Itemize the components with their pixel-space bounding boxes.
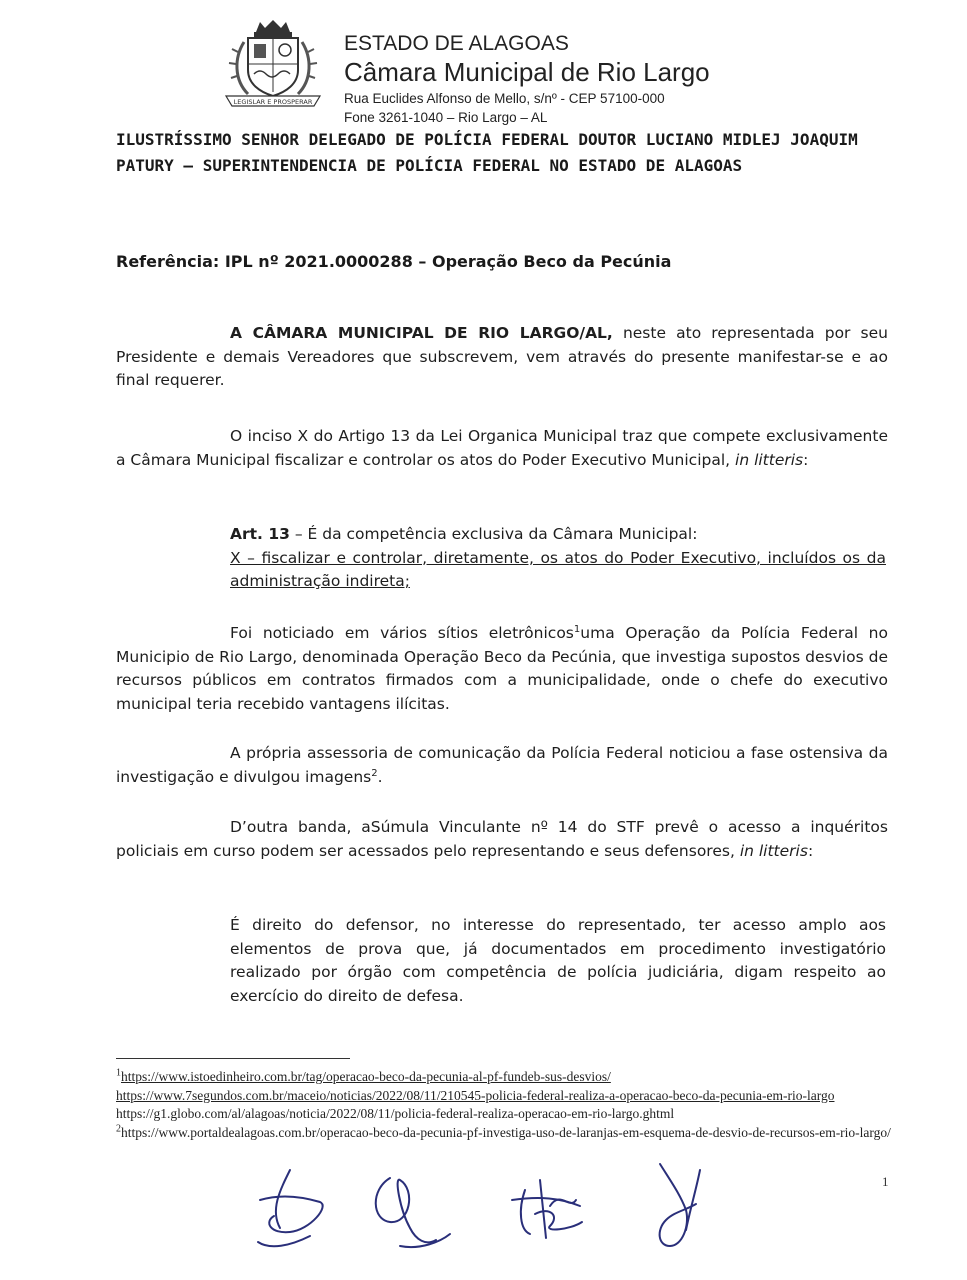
handwritten-signatures: [250, 1150, 750, 1260]
paragraph-press: A própria assessoria de comunicação da Polícia Federal noticiou a fase ostensiva da investigação e divulgou imagens$^2$.: [116, 744, 888, 786]
footnotes: [116, 1068, 891, 1142]
header-state: ESTADO DE ALAGOAS: [344, 32, 569, 55]
footnote-link[interactable]: https://www.istoedinheiro.com.br/tag/operacao-beco-da-pecunia-al-pf-fundeb-sus-desvios/: [121, 1069, 611, 1084]
footnote-ref-1: 1: [573, 623, 581, 635]
paragraph-sumula: D’outra banda, aSúmula Vinculante nº 14 do STF prevê o acesso a inquéritos policiais em curso podem ser acessados pelo representando e seus defensores, in litteris:: [116, 818, 888, 860]
quote-article-13: Art. 13 – É da competência exclusiva da Câmara Municipal: X – fiscalizar e controlar, diretamente, os atos do Poder Executivo, incluídos os da administração indireta;: [230, 523, 886, 594]
footnote-divider: [116, 1058, 350, 1059]
paragraph-article-13: O inciso X do Artigo 13 da Lei Organica Municipal traz que compete exclusivamente a Câmara Municipal fiscalizar e controlar os atos do Poder Executivo Municipal, in litteris:: [116, 427, 888, 469]
paragraph-operation: Foi noticiado em vários sítios eletrônicos$^1$uma Operação da Polícia Federal no Municipio de Rio Largo, denominada Operação Beco da Pecúnia, que investiga supostos desvios de recursos públicos em contratos firmados com a municipalidade, onde o chefe do executivo municipal teria recebido vantagens ilícitas.: [116, 623, 888, 713]
addressee: ILUSTRÍSSIMO SENHOR DELEGADO DE POLÍCIA FEDERAL DOUTOR LUCIANO MIDLEJ JOAQUIM PATURY – SUPERINTENDENCIA DE POLÍCIA FEDERAL NO ESTADO DE ALAGOAS: [116, 130, 858, 175]
header-phone: Fone 3261-1040 – Rio Largo – AL: [344, 110, 548, 125]
footnote-2: $^2$https://www.portaldealagoas.com.br/operacao-beco-da-pecunia-pf-investiga-uso-de-laranjas-em-esquema-de-desvio-de-recursos-em-rio-largo/: [116, 1123, 891, 1140]
chamber-name-bold: A CÂMARA MUNICIPAL DE RIO LARGO/AL,: [230, 324, 613, 342]
municipal-crest-logo: [218, 18, 328, 110]
footnote-link[interactable]: https://g1.globo.com/al/alagoas/noticia/2022/08/11/policia-federal-realiza-operacao-em-rio-largo.ghtml: [116, 1106, 675, 1121]
crest-motto: LEGISLAR E PROSPERAR: [233, 98, 313, 106]
quote-sumula-14: É direito do defensor, no interesse do representado, ter acesso amplo aos elementos de prova que, já documentados em procedimento investigatório realizado por órgão com competência de polícia judiciária, digam respeito ao exercício do direito de defesa.: [230, 916, 886, 1005]
footnote-link[interactable]: https://www.portaldealagoas.com.br/operacao-beco-da-pecunia-pf-investiga-uso-de-laranjas-em-esquema-de-desvio-de-recursos-em-rio-largo/: [121, 1124, 891, 1140]
page-number: 1: [882, 1174, 889, 1189]
header-address: Rua Euclides Alfonso de Mello, s/nº - CEP 57100-000: [344, 91, 665, 106]
header-chamber-name: Câmara Municipal de Rio Largo: [344, 57, 710, 87]
quote-article-13-item-x: X – fiscalizar e controlar, diretamente, os atos do Poder Executivo, incluídos os da administração indireta;: [230, 548, 886, 590]
reference-line: Referência: IPL nº 2021.0000288 – Operação Beco da Pecúnia: [116, 252, 672, 271]
paragraph-intro: A CÂMARA MUNICIPAL DE RIO LARGO/AL, neste ato representada por seu Presidente e demais Vereadores que subscrevem, vem através do presente manifestar-se e ao final requerer.: [116, 324, 888, 389]
footnote-1: $^1$https://www.istoedinheiro.com.br/tag/operacao-beco-da-pecunia-al-pf-fundeb-sus-desvios/: [116, 1067, 611, 1084]
footnote-link[interactable]: https://www.7segundos.com.br/maceio/noticias/2022/08/11/210545-policia-federal-realiza-a-operacao-beco-da-pecunia-em-rio-largo: [116, 1087, 835, 1103]
footnote-ref-2: 2: [371, 767, 378, 779]
